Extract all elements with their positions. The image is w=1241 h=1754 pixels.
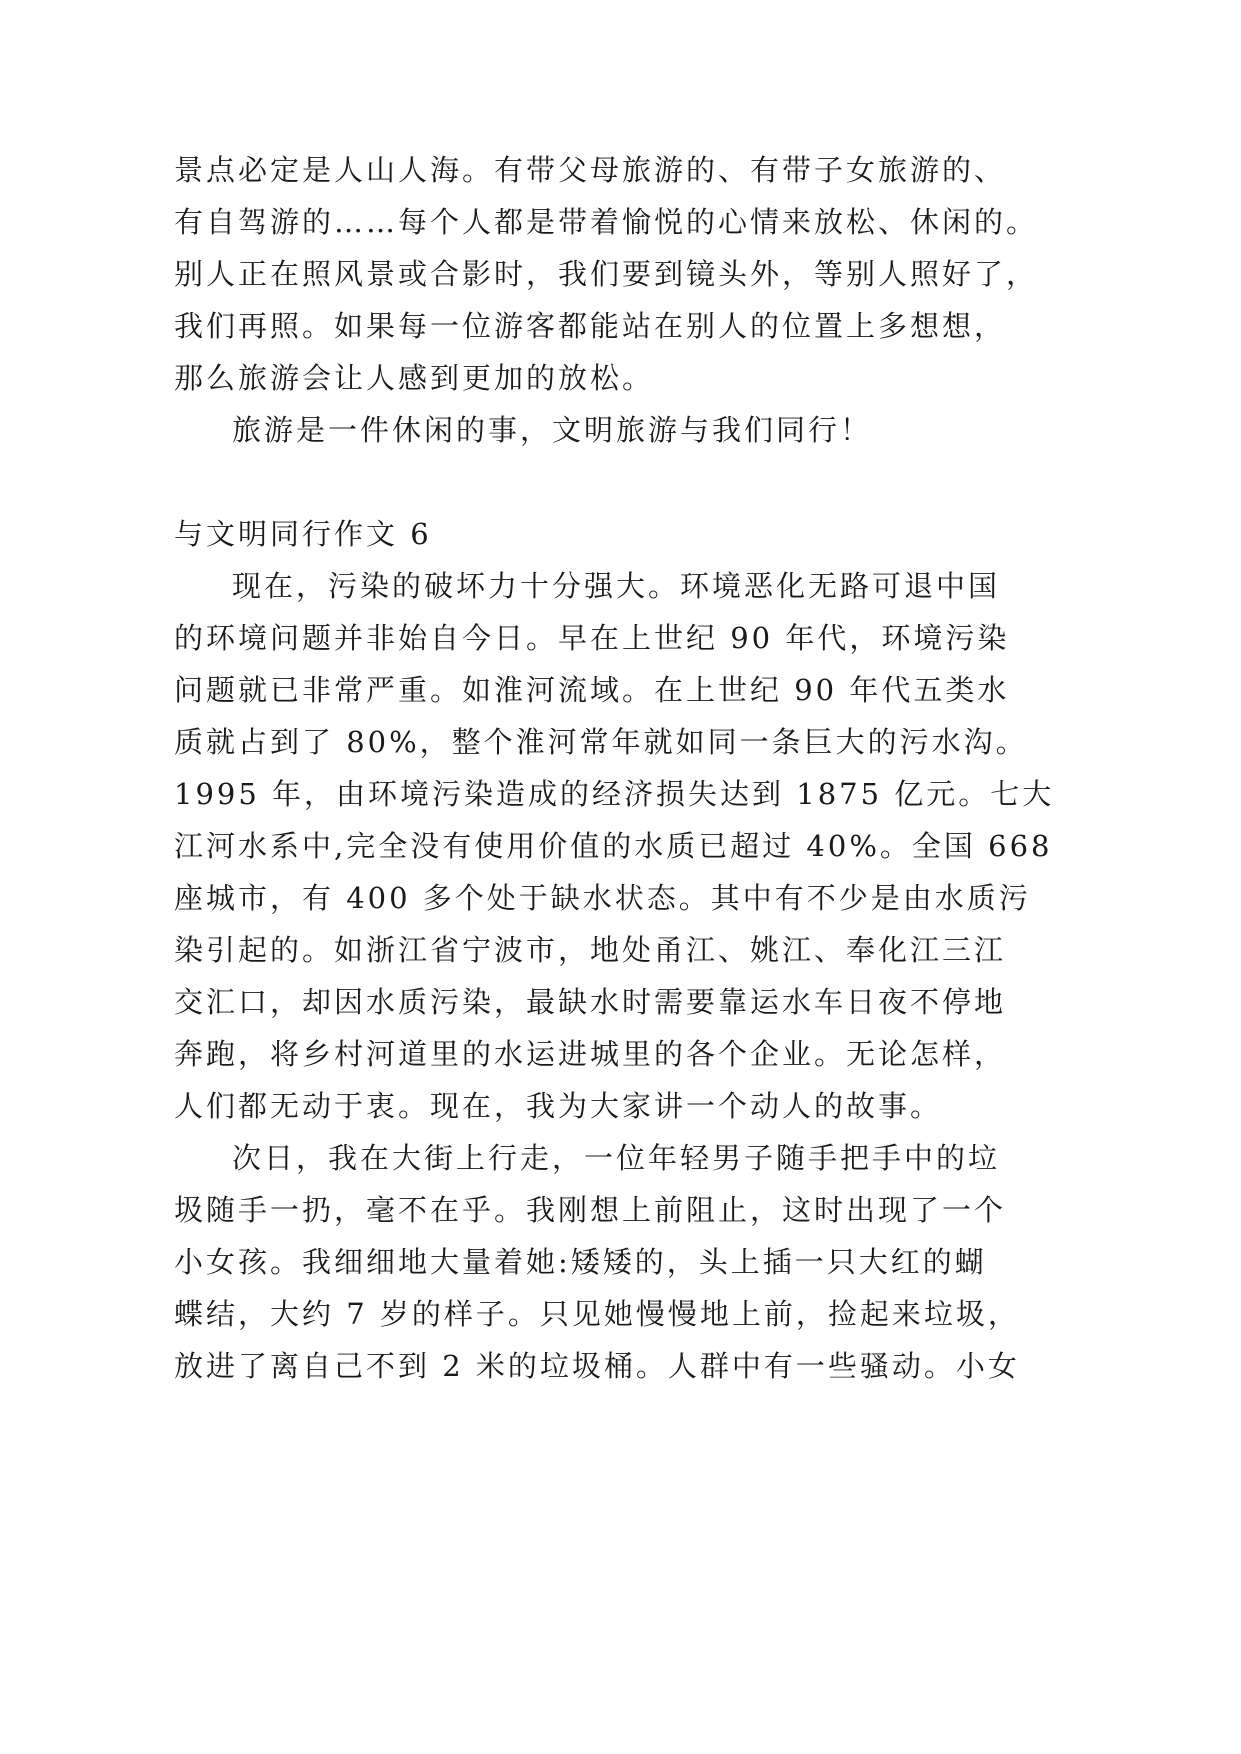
text-line: 质就占到了 80%，整个淮河常年就如同一条巨大的污水沟。 [174,725,1028,759]
text-line: 现在，污染的破坏力十分强大。环境恶化无路可退中国 [232,569,1001,603]
text-line: 奔跑，将乡村河道里的水运进城里的各个企业。无论怎样， [174,1037,1007,1071]
text-line: 小女孩。我细细地大量着她:矮矮的，头上插一只大红的蝴 [174,1245,987,1279]
text-line: 1995 年，由环境污染造成的经济损失达到 1875 亿元。七大 [174,777,1055,811]
text-line: 人们都无动于衷。现在，我为大家讲一个动人的故事。 [174,1089,943,1123]
text-line: 江河水系中,完全没有使用价值的水质已超过 40%。全国 668 [174,829,1053,863]
text-line: 交汇口，却因水质污染，最缺水时需要靠运水车日夜不停地 [174,985,1007,1019]
section-heading: 与文明同行作文 6 [174,517,432,551]
text-line: 那么旅游会让人感到更加的放松。 [174,361,655,395]
text-line: 问题就已非常严重。如淮河流域。在上世纪 90 年代五类水 [174,673,1010,707]
text-line: 蝶结，大约 7 岁的样子。只见她慢慢地上前，捡起来垃圾， [174,1297,1020,1331]
text-line: 旅游是一件休闲的事，文明旅游与我们同行！ [232,413,873,447]
text-line: 圾随手一扔，毫不在乎。我刚想上前阻止，这时出现了一个 [174,1193,1007,1227]
text-line: 别人正在照风景或合影时，我们要到镜头外，等别人照好了， [174,257,1039,291]
text-line: 的环境问题并非始自今日。早在上世纪 90 年代，环境污染 [174,621,1010,655]
text-line: 座城市，有 400 多个处于缺水状态。其中有不少是由水质污 [174,881,1031,915]
text-line: 我们再照。如果每一位游客都能站在别人的位置上多想想， [174,309,1007,343]
text-line: 有自驾游的……每个人都是带着愉悦的心情来放松、休闲的。 [174,205,1039,239]
text-line: 景点必定是人山人海。有带父母旅游的、有带子女旅游的、 [174,153,1007,187]
text-line: 染引起的。如浙江省宁波市，地处甬江、姚江、奉化江三江 [174,933,1007,967]
text-line: 放进了离自己不到 2 米的垃圾桶。人群中有一些骚动。小女 [174,1349,1020,1383]
text-line: 次日，我在大街上行走，一位年轻男子随手把手中的垃 [232,1141,1001,1175]
